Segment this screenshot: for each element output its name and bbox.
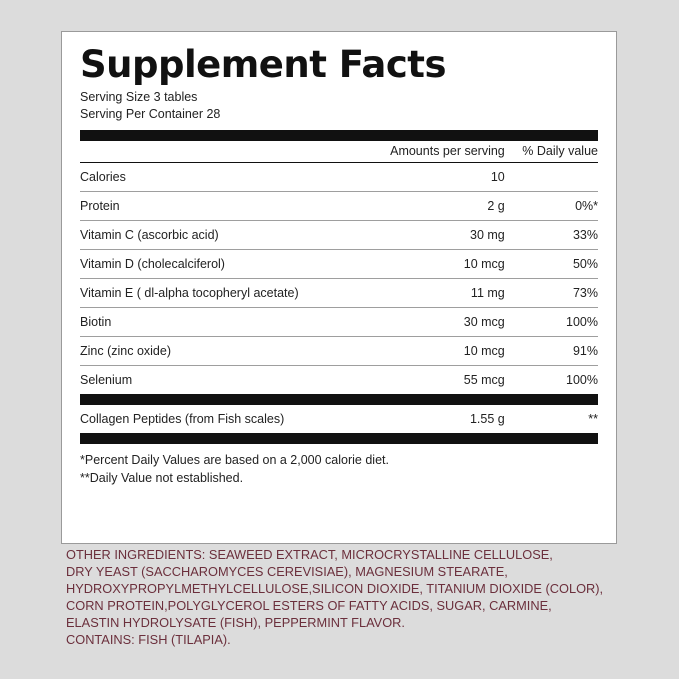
page-title: Supplement Facts xyxy=(80,43,447,86)
nutrient-amount: 11 mg xyxy=(370,278,505,307)
nutrient-amount: 2 g xyxy=(370,191,505,220)
table-header-row xyxy=(80,141,598,163)
other-ingredients-line: CORN PROTEIN,POLYGLYCEROL ESTERS OF FATTY ACIDS, SUGAR, CARMINE, xyxy=(66,598,552,614)
nutrient-name: Zinc (zinc oxide) xyxy=(80,336,370,365)
nutrient-amount: 55 mcg xyxy=(370,365,505,394)
other-ingredients-line: OTHER INGREDIENTS: SEAWEED EXTRACT, MICROCRYSTALLINE CELLULOSE, xyxy=(66,547,553,562)
nutrient-amount: 10 xyxy=(370,162,505,191)
column-header-amount: Amounts per serving xyxy=(390,143,505,158)
table-row xyxy=(80,365,598,394)
table-row xyxy=(80,307,598,336)
nutrient-daily-value: 100% xyxy=(505,307,598,336)
nutrient-amount: 30 mg xyxy=(370,220,505,249)
footnote-daily-value-not-established: **Daily Value not established. xyxy=(80,471,244,486)
nutrient-name: Calories xyxy=(80,162,370,191)
nutrient-name: Selenium xyxy=(80,365,370,394)
nutrient-daily-value: 73% xyxy=(505,278,598,307)
other-ingredients-block xyxy=(66,546,626,648)
allergen-statement: CONTAINS: FISH (TILAPIA). xyxy=(66,632,231,648)
column-header-daily-value: % Daily value xyxy=(522,143,598,158)
footnotes xyxy=(80,444,598,489)
nutrient-daily-value: 91% xyxy=(505,336,598,365)
panel-content xyxy=(80,43,598,488)
collagen-table xyxy=(80,405,598,433)
nutrient-name: Vitamin E ( dl-alpha tocopheryl acetate) xyxy=(80,278,370,307)
nutrient-daily-value: 100% xyxy=(505,365,598,394)
table-row xyxy=(80,162,598,191)
bottom-divider-bar xyxy=(80,433,598,444)
nutrient-daily-value: ** xyxy=(588,411,598,426)
nutrient-daily-value: 50% xyxy=(505,249,598,278)
table-row xyxy=(80,191,598,220)
nutrient-name: Collagen Peptides (from Fish scales) xyxy=(80,411,285,426)
table-row xyxy=(80,336,598,365)
nutrient-name: Protein xyxy=(80,191,370,220)
collagen-table-body xyxy=(80,405,598,433)
nutrient-amount: 10 mcg xyxy=(370,336,505,365)
servings-per-container-text: Serving Per Container 28 xyxy=(80,106,221,121)
other-ingredients-line: HYDROXYPROPYLMETHYLCELLULOSE,SILICON DIOXIDE, TITANIUM DIOXIDE (COLOR), xyxy=(66,581,604,597)
column-header-nutrient xyxy=(80,141,370,163)
table-row xyxy=(80,220,598,249)
nutrition-table xyxy=(80,141,598,394)
section-divider-bar xyxy=(80,394,598,405)
other-ingredients-line: DRY YEAST (SACCHAROMYCES CEREVISIAE), MAGNESIUM STEARATE, xyxy=(66,564,508,580)
nutrient-daily-value: 0%* xyxy=(505,191,598,220)
nutrient-name: Biotin xyxy=(80,307,370,336)
nutrient-daily-value xyxy=(505,162,598,191)
nutrition-table-head xyxy=(80,141,598,163)
footnote-percent-daily-value: *Percent Daily Values are based on a 2,000 calorie diet. xyxy=(80,452,389,467)
serving-size-text: Serving Size 3 tables xyxy=(80,89,198,104)
table-row xyxy=(80,249,598,278)
supplement-facts-panel xyxy=(61,31,617,544)
table-row xyxy=(80,278,598,307)
other-ingredients-line: ELASTIN HYDROLYSATE (FISH), PEPPERMINT FLAVOR. xyxy=(66,615,405,631)
nutrition-table-body xyxy=(80,162,598,394)
nutrient-name: Vitamin C (ascorbic acid) xyxy=(80,220,370,249)
nutrient-amount: 10 mcg xyxy=(370,249,505,278)
nutrient-amount: 30 mcg xyxy=(370,307,505,336)
table-row xyxy=(80,405,598,433)
nutrient-daily-value: 33% xyxy=(505,220,598,249)
nutrient-name: Vitamin D (cholecalciferol) xyxy=(80,249,370,278)
nutrient-amount: 1.55 g xyxy=(469,411,505,426)
top-divider-bar xyxy=(80,130,598,141)
